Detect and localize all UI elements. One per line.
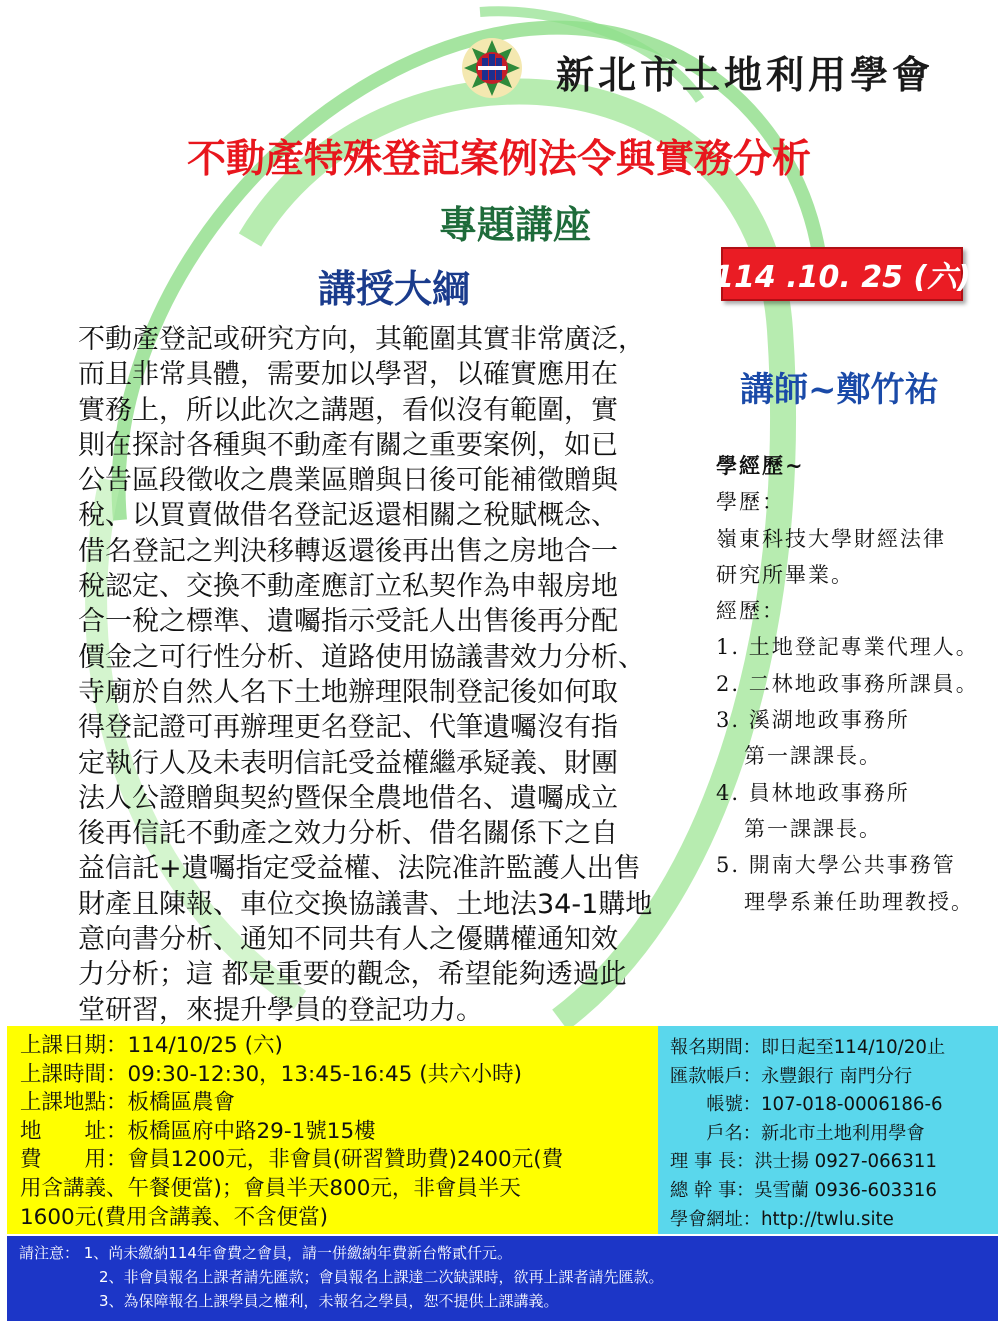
cv-line: 第一課課長。 xyxy=(744,744,882,769)
outline-line: 後再信託不動產之效力分析、借名關係下之自 xyxy=(78,818,618,850)
registration-line: 戶名：新北市土地利用學會 xyxy=(670,1122,925,1144)
outline-line: 則在探討各種與不動產有關之重要案例，如已 xyxy=(78,429,618,461)
lecturer-title: 講師~鄭竹祐 xyxy=(740,370,939,410)
outline-line: 不動產登記或研究方向，其範圍其實非常廣泛， xyxy=(78,324,645,355)
cv-line: 2. 二林地政事務所課員。 xyxy=(716,671,979,696)
org-name: 新北市土地利用學會 xyxy=(556,52,935,97)
course-info-line: 費 用：會員1200元，非會員(研習贊助費)2400元(費 xyxy=(20,1147,564,1173)
lecturer-cv xyxy=(716,448,998,920)
outline-line: 而且非常具體，需要加以學習，以確實應用在 xyxy=(78,359,618,391)
note-line: 2、非會員報名上課者請先匯款；會員報名上課達二次缺課時，欲再上課者請先匯款。 xyxy=(99,1268,664,1286)
outline-line: 堂研習，來提升學員的登記功力。 xyxy=(78,994,483,1026)
main-title: 不動產特殊登記案例法令與實務分析 xyxy=(186,136,811,182)
registration-line: 匯款帳戶：永豐銀行 南門分行 xyxy=(670,1065,913,1087)
cv-line: 3. 溪湖地政事務所 xyxy=(716,708,910,733)
outline-line: 定執行人及未表明信託受益權繼承疑義、財團 xyxy=(78,747,618,779)
outline-heading: 講授大綱 xyxy=(318,266,471,311)
course-info-line: 用含講義、午餐便當)；會員半天800元，非會員半天 xyxy=(20,1175,521,1201)
outline-line: 益信託+遺囑指定受益權、法院准許監護人出售 xyxy=(78,853,641,885)
outline-body xyxy=(78,322,688,1028)
registration-line: 理 事 長：洪士揚 0927-066311 xyxy=(670,1151,937,1173)
note-line: 3、為保障報名上課學員之權利，未報名之學員，恕不提供上課講義。 xyxy=(99,1292,559,1310)
registration-panel xyxy=(658,1026,998,1234)
outline-line: 得登記證可再辦理更名登記、代筆遺囑沒有指 xyxy=(78,712,618,744)
date-badge: 114 .10. 25 (六) xyxy=(721,247,963,301)
course-info-line: 地 址：板橋區府中路29-1號15樓 xyxy=(20,1118,376,1144)
registration-line: 報名期間：即日起至114/10/20止 xyxy=(670,1037,946,1058)
outline-line: 公告區段徵收之農業區贈與日後可能補徵贈與 xyxy=(78,465,618,497)
course-info-line: 上課地點：板橋區農會 xyxy=(20,1090,236,1116)
society-logo-icon xyxy=(460,36,524,100)
outline-line: 借名登記之判決移轉返還後再出售之房地合一 xyxy=(78,535,618,567)
cv-line: 5. 開南大學公共事務管 xyxy=(716,853,956,878)
course-info-line: 上課日期：114/10/25 (六) xyxy=(20,1033,283,1058)
outline-line: 價金之可行性分析、道路使用協議書效力分析、 xyxy=(78,641,645,673)
cv-line: 學歷： xyxy=(716,490,785,515)
notes-panel xyxy=(7,1236,998,1321)
outline-line: 法人公證贈與契約暨保全農地借名、遺囑成立 xyxy=(78,782,618,814)
cv-line: 研究所畢業。 xyxy=(716,562,854,587)
outline-line: 力分析；這 都是重要的觀念，希望能夠透過此 xyxy=(78,959,627,991)
course-info-line: 1600元(費用含講義、不含便當) xyxy=(20,1204,328,1230)
cv-line: 嶺東科技大學財經法律 xyxy=(716,526,946,551)
course-info-panel xyxy=(7,1026,658,1234)
outline-line: 意向書分析、通知不同共有人之優購權通知效 xyxy=(78,924,618,956)
outline-line: 稅認定、交換不動產應訂立私契作為申報房地 xyxy=(78,571,618,603)
outline-line: 實務上，所以此次之講題，看似沒有範圍，實 xyxy=(78,394,618,426)
course-info-line: 上課時間：09:30-12:30，13:45-16:45 (共六小時) xyxy=(20,1061,522,1087)
registration-line: 總 幹 事：吳雪蘭 0936-603316 xyxy=(670,1179,937,1201)
note-line: 請注意： 1、尚未繳納114年會費之會員，請一併繳納年費新台幣貳仟元。 xyxy=(19,1244,512,1262)
cv-line: 理學系兼任助理教授。 xyxy=(744,889,974,914)
cv-line: 第一課課長。 xyxy=(744,816,882,841)
cv-line: 經歷： xyxy=(716,599,785,624)
cv-line: 4. 員林地政事務所 xyxy=(716,780,910,805)
sub-title: 專題講座 xyxy=(438,203,591,247)
registration-line: 帳號：107-018-0006186-6 xyxy=(670,1094,943,1116)
registration-line: 學會網址：http://twlu.site xyxy=(670,1208,894,1230)
outline-line: 財產且陳報、車位交換協議書、土地法34-1購地 xyxy=(78,888,653,920)
outline-line: 稅、以買賣做借名登記返還相關之稅賦概念、 xyxy=(78,500,618,532)
cv-line: 1. 土地登記專業代理人。 xyxy=(716,635,979,660)
outline-line: 寺廟於自然人名下土地辦理限制登記後如何取 xyxy=(78,676,618,708)
cv-heading: 學經歷~ xyxy=(716,453,805,478)
outline-line: 合一稅之標準、遺囑指示受託人出售後再分配 xyxy=(78,606,618,638)
